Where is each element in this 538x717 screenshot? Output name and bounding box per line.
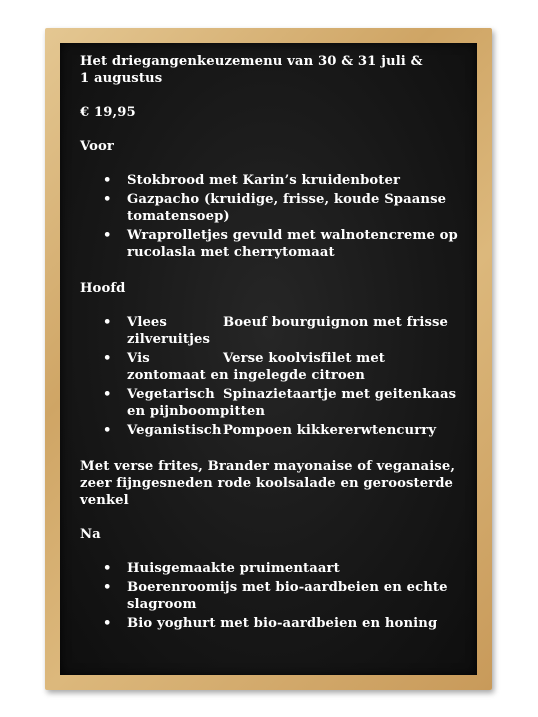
list-item [80,422,463,439]
chalkboard-frame [45,28,492,690]
dish-text: Verse koolvisfilet met zontomaat en ingelegde citroen [127,351,386,383]
bullet-icon: • [103,423,112,438]
dish-text: Spinazietaartje met geitenkaas en pijnboompitten [127,387,457,419]
na-list [80,560,463,632]
list-item [80,172,463,189]
dish-text: Bio yoghurt met bio-aardbeien en honing [127,616,438,631]
voor-list [80,172,463,261]
bullet-icon: • [103,173,112,188]
list-item [80,386,463,420]
dish-text: Wraprolletjes gevuld met walnotencreme op rucolasla met cherrytomaat [127,228,458,260]
course-kind: Vis [127,351,150,366]
bullet-icon: • [103,351,112,366]
course-kind: Veganistisch [127,423,222,438]
section-heading-voor: Voor [80,139,114,154]
bullet-icon: • [103,387,112,402]
hoofd-note: Met verse frites, Brander mayonaise of veganaise, zeer fijngesneden rode koolsalade en geroosterde venkel [80,459,456,508]
menu-price: € 19,95 [80,105,136,120]
list-item [80,191,463,225]
course-kind: Vegetarisch [127,387,215,402]
menu-title [80,53,463,87]
hoofd-list [80,314,463,439]
dish-text: Huisgemaakte pruimentaart [127,561,340,576]
dish-text: Gazpacho (kruidige, frisse, koude Spaanse tomatensoep) [127,192,447,224]
bullet-icon: • [103,616,112,631]
section-heading-na: Na [80,527,101,542]
list-item [80,579,463,613]
menu-title-line-2: 1 augustus [80,71,163,86]
list-item [80,560,463,577]
bullet-icon: • [103,192,112,207]
bullet-icon: • [103,315,112,330]
chalkboard [60,43,477,675]
list-item [80,227,463,261]
bullet-icon: • [103,561,112,576]
dish-text: Stokbrood met Karin’s kruidenboter [127,173,401,188]
menu-title-line-1: Het driegangenkeuzemenu van 30 & 31 juli & [80,54,423,69]
course-kind: Vlees [127,315,167,330]
dish-text: Boeuf bourguignon met frisse zilveruitjes [127,315,449,347]
dish-text: Boerenroomijs met bio-aardbeien en echte slagroom [127,580,448,612]
list-item [80,350,463,384]
bullet-icon: • [103,228,112,243]
bullet-icon: • [103,580,112,595]
list-item [80,615,463,632]
section-heading-hoofd: Hoofd [80,281,126,296]
dish-text: Pompoen kikkererwtencurry [223,423,437,438]
list-item [80,314,463,348]
